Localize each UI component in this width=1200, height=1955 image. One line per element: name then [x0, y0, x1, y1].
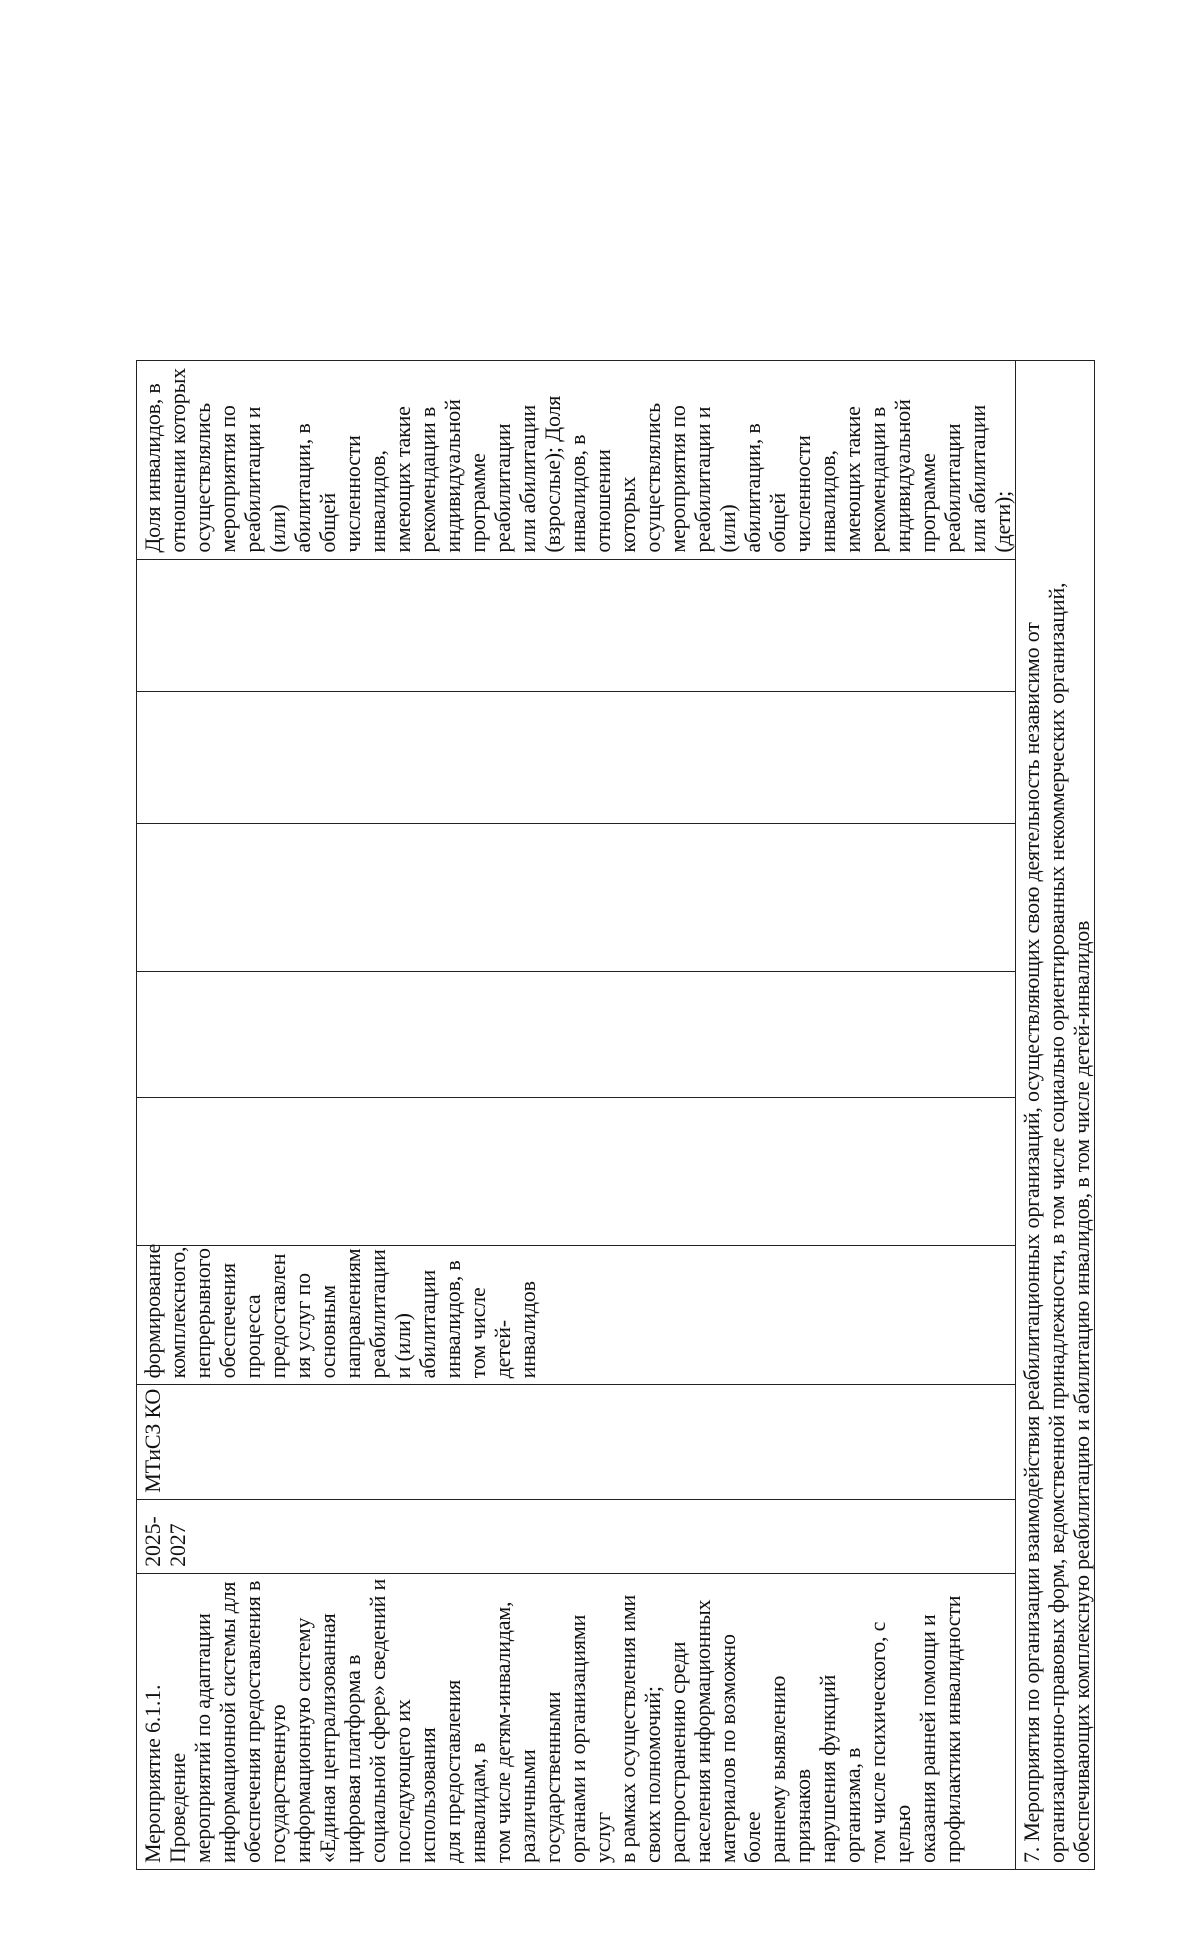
executor-cell: МТиСЗ КО [137, 1385, 1016, 1499]
empty-cell [137, 1098, 1016, 1246]
empty-cell [137, 824, 1016, 972]
activity-cell: Мероприятие 6.1.1. Проведение мероприятий по адаптации информационной системы для обеспечения предоставления в государственную информационную систему «Единая централизованная цифровая платформа в социальной сфере» сведений и последующего их использования для предоставления инвалидам, в том числе детям-инвалидам, различными государственными органами и организациями услуг в рамках осуществления ими своих полномочий; распространению среди населения информационных материалов по возможно более раннему выявлению признаков нарушения функций организма, в том числе психического, с целью оказания ранней помощи и профилактики инвалидности [137, 1573, 1016, 1869]
period-cell: 2025- 2027 [137, 1499, 1016, 1573]
empty-cell [137, 559, 1016, 691]
section-heading: 7. Мероприятия по организации взаимодействия реабилитационных организаций, осуществляющих свою деятельность независимо от организационно-правовых форм, ведомственной принадлежности, в том числе социально ориентированных некоммерческих организаций, обеспечивающих комплексную реабилитацию и абилитацию инвалидов, в том числе детей-инвалидов [1016, 361, 1095, 1870]
indicator-cell: Доля инвалидов, в отношении которых осуществлялись мероприятия по реабилитации и (или) абилитации, в общей численности инвалидов, имеющих такие рекомендации в индивидуальной программе реабилитации или абилитации (взрослые); Доля инвалидов, в отношении которых осуществлялись мероприятия по реабилитации и (или) абилитации, в общей численности инвалидов, имеющих такие рекомендации в индивидуальной программе реабилитации или абилитации (дети); [137, 361, 1016, 560]
table-row [137, 361, 1016, 1870]
section-row [1016, 361, 1095, 1870]
empty-cell [137, 692, 1016, 824]
program-table [136, 360, 1095, 1870]
result-cell: формирование комплексного, непрерывного обеспечения процесса предоставлен ия услуг по основным направлениям реабилитации и (или) абилитации инвалидов, в том числе детей- инвалидов [137, 1246, 1016, 1385]
rotated-page [136, 360, 1094, 1870]
empty-cell [137, 972, 1016, 1098]
